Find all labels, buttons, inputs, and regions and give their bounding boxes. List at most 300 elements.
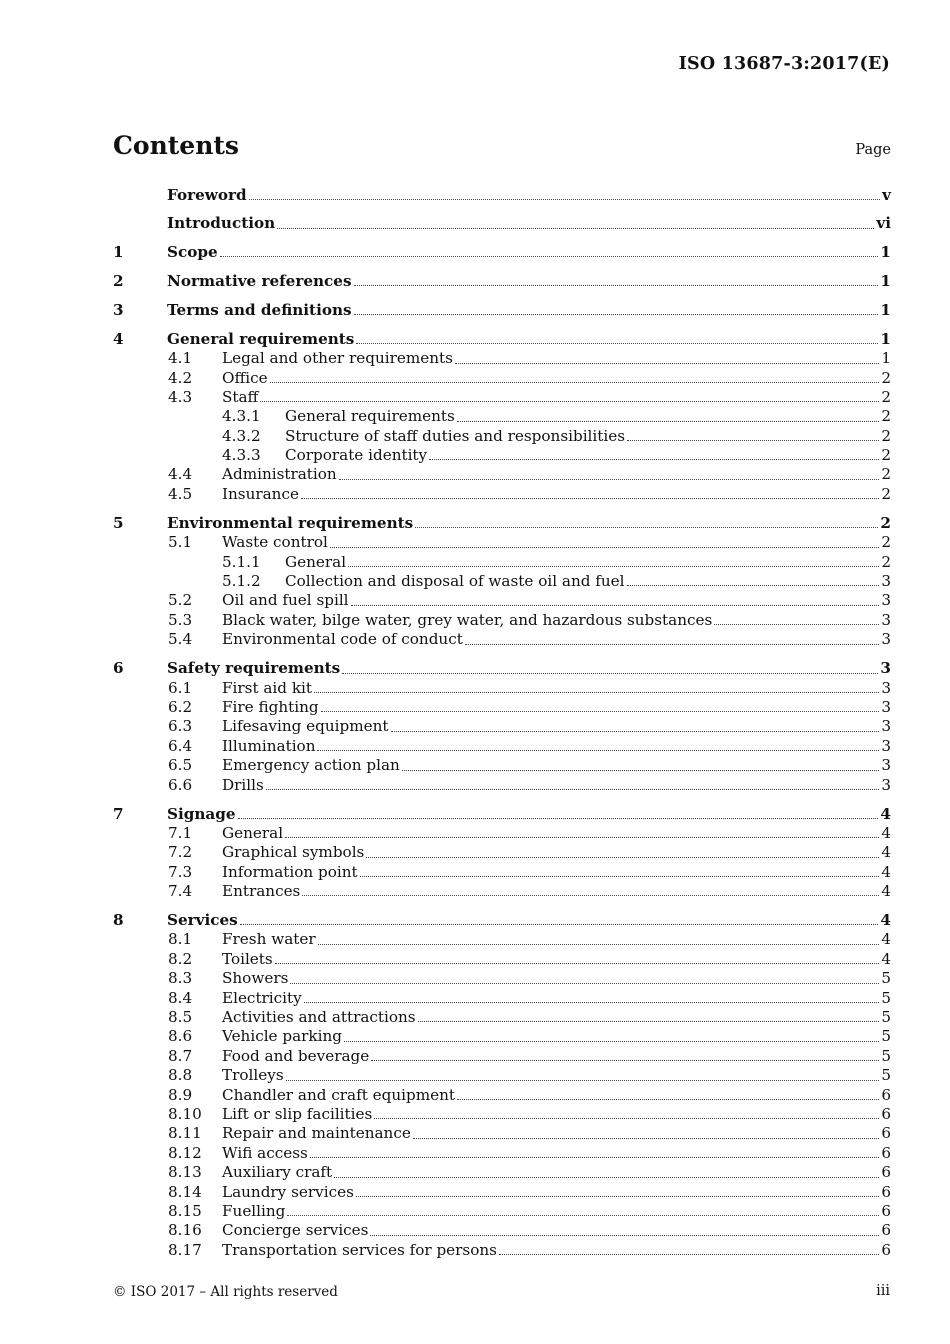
dot-leader xyxy=(627,440,879,441)
contents-title: Contents xyxy=(113,131,240,160)
toc-entry-page: 4 xyxy=(881,882,891,901)
toc-entry[interactable] xyxy=(113,863,891,882)
toc-entry-line xyxy=(222,882,891,901)
toc-entry[interactable] xyxy=(113,1163,891,1182)
toc-entry-number: 6.3 xyxy=(168,717,193,736)
toc-entry-page: 5 xyxy=(881,1027,891,1046)
toc-entry[interactable] xyxy=(113,301,891,320)
toc-entry[interactable] xyxy=(113,1124,891,1143)
dot-leader xyxy=(344,1041,879,1042)
toc-entry-title: Legal and other requirements xyxy=(222,349,453,368)
dot-leader xyxy=(277,228,874,229)
toc-entry-page: 2 xyxy=(880,513,891,532)
toc-entry-page: 5 xyxy=(881,969,891,988)
toc-entry[interactable] xyxy=(113,1008,891,1027)
toc-entry-title: Concierge services xyxy=(222,1221,369,1240)
toc-entry[interactable] xyxy=(113,591,891,610)
toc-entry-number: 8.1 xyxy=(168,930,193,949)
toc-entry-line xyxy=(222,863,891,882)
toc-entry-line xyxy=(222,1144,891,1163)
dot-leader xyxy=(286,1080,880,1081)
toc-entry[interactable] xyxy=(113,349,891,368)
toc-entry-line xyxy=(167,805,891,824)
toc-entry-line xyxy=(285,446,891,465)
toc-entry-number: 7.4 xyxy=(168,882,193,901)
toc-entry-title: Foreword xyxy=(167,186,247,204)
toc-entry-page: v xyxy=(882,186,891,204)
toc-entry-title: Food and beverage xyxy=(222,1046,370,1065)
toc-entry-page: 5 xyxy=(881,1066,891,1085)
toc-entry-line xyxy=(222,369,891,388)
toc-entry-title: Corporate identity xyxy=(285,446,428,465)
toc-entry-title: Laundry services xyxy=(222,1182,354,1201)
toc-entry-number: 5.4 xyxy=(168,630,193,649)
toc-entry[interactable] xyxy=(113,514,891,533)
toc-entry-line xyxy=(285,427,891,446)
dot-leader xyxy=(356,343,878,344)
toc-entry-page: 3 xyxy=(881,697,891,716)
toc-entry-line xyxy=(222,969,891,988)
toc-entry-line xyxy=(222,1027,891,1046)
toc-entry[interactable] xyxy=(113,930,891,949)
toc-entry-title: Oil and fuel spill xyxy=(222,591,349,610)
dot-leader xyxy=(348,566,879,567)
toc-entry-line xyxy=(222,737,891,756)
dot-leader xyxy=(260,401,879,402)
toc-entry-page: 3 xyxy=(880,659,891,678)
toc-entry-page: 4 xyxy=(881,949,891,968)
toc-entry-number: 5.1.1 xyxy=(222,552,261,571)
copyright-notice: © ISO 2017 – All rights reserved xyxy=(113,1284,338,1300)
toc-entry-line xyxy=(222,843,891,862)
toc-entry-page: 5 xyxy=(881,1046,891,1065)
toc-entry-number: 7 xyxy=(113,804,124,823)
toc-entry[interactable] xyxy=(113,756,891,775)
toc-entry-line xyxy=(222,679,891,698)
toc-entry-number: 6.4 xyxy=(168,736,193,755)
toc-entry-title: Environmental requirements xyxy=(167,513,414,532)
toc-entry-number: 5.2 xyxy=(168,591,193,610)
toc-entry-page: 3 xyxy=(881,630,891,649)
toc-entry-line xyxy=(167,911,891,930)
toc-entry-page: 6 xyxy=(881,1143,891,1162)
toc-entry-page: 1 xyxy=(880,271,891,290)
dot-leader xyxy=(391,731,880,732)
dot-leader xyxy=(290,983,879,984)
dot-leader xyxy=(249,199,881,200)
toc-entry-page: 5 xyxy=(881,988,891,1007)
toc-entry-line xyxy=(285,407,891,426)
dot-leader xyxy=(275,963,880,964)
toc-entry-number: 7.1 xyxy=(168,823,193,842)
toc-entry-title: Fuelling xyxy=(222,1201,286,1220)
toc-entry-title: First aid kit xyxy=(222,678,313,697)
toc-entry-page: 6 xyxy=(881,1104,891,1123)
toc-entry-line xyxy=(222,1124,891,1143)
toc-entry-line xyxy=(222,1163,891,1182)
toc-entry-page: 3 xyxy=(881,678,891,697)
toc-entry-number: 4.3 xyxy=(168,387,193,406)
dot-leader xyxy=(302,895,879,896)
toc-entry-line xyxy=(222,1105,891,1124)
toc-entry-line xyxy=(222,989,891,1008)
dot-leader xyxy=(317,750,879,751)
toc-entry-line xyxy=(222,1221,891,1240)
toc-entry-title: General xyxy=(285,552,347,571)
toc-entry-title: Signage xyxy=(167,804,236,823)
toc-entry-title: Toilets xyxy=(222,949,273,968)
toc-entry[interactable] xyxy=(113,427,891,446)
toc-entry-title: Black water, bilge water, grey water, and hazardous substances xyxy=(222,610,713,629)
dot-leader xyxy=(360,876,880,877)
toc-entry[interactable] xyxy=(113,465,891,484)
toc-entry-line xyxy=(167,214,891,233)
toc-entry-number: 8 xyxy=(113,911,124,930)
dot-leader xyxy=(457,421,880,422)
toc-entry-number: 5 xyxy=(113,513,124,532)
toc-entry-page: 2 xyxy=(881,484,891,503)
toc-entry-title: General requirements xyxy=(285,407,455,426)
toc-entry-number: 4.3.1 xyxy=(222,407,261,426)
toc-entry[interactable] xyxy=(113,1202,891,1221)
dot-leader xyxy=(455,363,879,364)
toc-entry[interactable] xyxy=(113,911,891,930)
toc-entry-page: 1 xyxy=(881,349,891,368)
toc-entry-line xyxy=(222,1183,891,1202)
toc-entry-line xyxy=(222,1202,891,1221)
dot-leader xyxy=(330,547,879,548)
dot-leader xyxy=(374,1118,879,1119)
dot-leader xyxy=(354,314,879,315)
dot-leader xyxy=(304,1002,880,1003)
toc-entry-page: 2 xyxy=(881,407,891,426)
toc-entry[interactable] xyxy=(113,330,891,349)
toc-entry-line xyxy=(222,698,891,717)
dot-leader xyxy=(418,1021,880,1022)
toc-entry-title: Fresh water xyxy=(222,930,316,949)
toc-entry-number: 8.16 xyxy=(168,1221,202,1240)
toc-entry[interactable] xyxy=(113,698,891,717)
toc-entry[interactable] xyxy=(113,186,891,205)
toc-entry-page: 2 xyxy=(881,446,891,465)
page-column-label: Page xyxy=(855,142,891,158)
toc-entry-page: 2 xyxy=(881,465,891,484)
toc-entry-line xyxy=(222,611,891,630)
toc-entry-number: 4 xyxy=(113,329,124,348)
toc-entry-page: 5 xyxy=(881,1008,891,1026)
dot-leader xyxy=(301,498,879,499)
toc-entry-page: vi xyxy=(876,214,891,233)
toc-entry-page: 1 xyxy=(880,242,891,261)
toc-entry-page: 1 xyxy=(880,329,891,348)
toc-entry[interactable] xyxy=(113,679,891,698)
toc-entry[interactable] xyxy=(113,659,891,678)
dot-leader xyxy=(499,1254,879,1255)
toc-entry-line xyxy=(285,553,891,572)
toc-entry-title: Introduction xyxy=(167,214,276,233)
toc-entry-number: 8.9 xyxy=(168,1085,193,1104)
toc-entry[interactable] xyxy=(113,572,891,591)
toc-entry-title: Office xyxy=(222,368,268,387)
toc-entry-line xyxy=(222,630,891,649)
toc-entry[interactable] xyxy=(113,485,891,504)
toc-entry-title: Illumination xyxy=(222,736,316,755)
dot-leader xyxy=(366,857,879,858)
toc-entry-page: 6 xyxy=(881,1124,891,1143)
toc-entry[interactable] xyxy=(113,737,891,756)
toc-entry-line xyxy=(222,776,891,795)
toc-entry-line xyxy=(167,330,891,349)
dot-leader xyxy=(714,624,879,625)
toc-entry-title: Drills xyxy=(222,775,264,794)
toc-entry-title: Structure of staff duties and responsibilities xyxy=(285,426,626,445)
toc-entry-number: 8.15 xyxy=(168,1201,202,1220)
toc-entry-title: Vehicle parking xyxy=(222,1027,342,1046)
toc-entry-title: Fire fighting xyxy=(222,697,319,716)
table-of-contents xyxy=(113,186,891,1260)
dot-leader xyxy=(220,256,879,257)
dot-leader xyxy=(356,1196,879,1197)
toc-entry-title: Graphical symbols xyxy=(222,843,365,862)
toc-entry-page: 4 xyxy=(881,843,891,862)
toc-entry-number: 4.3.3 xyxy=(222,446,261,465)
dot-leader xyxy=(457,1099,879,1100)
toc-entry-title: Showers xyxy=(222,969,289,988)
dot-leader xyxy=(310,1157,880,1158)
toc-entry[interactable] xyxy=(113,214,891,233)
toc-entry-title: Scope xyxy=(167,242,218,261)
dot-leader xyxy=(321,711,880,712)
toc-entry[interactable] xyxy=(113,533,891,552)
dot-leader xyxy=(285,837,879,838)
toc-entry-title: General xyxy=(222,823,284,842)
toc-entry-line xyxy=(222,388,891,407)
toc-entry-title: Safety requirements xyxy=(167,659,341,678)
toc-entry-page: 2 xyxy=(881,368,891,387)
dot-leader xyxy=(339,479,880,480)
toc-entry-number: 8.14 xyxy=(168,1182,202,1201)
toc-entry-number: 4.1 xyxy=(168,349,193,368)
toc-entry-line xyxy=(167,243,891,262)
toc-entry[interactable] xyxy=(113,1183,891,1202)
toc-entry-number: 1 xyxy=(113,242,124,261)
dot-leader xyxy=(238,818,879,819)
dot-leader xyxy=(354,285,879,286)
toc-entry-page: 4 xyxy=(880,804,891,823)
toc-entry-number: 8.17 xyxy=(168,1240,202,1259)
toc-entry-line xyxy=(222,485,891,504)
dot-leader xyxy=(270,382,880,383)
toc-entry[interactable] xyxy=(113,1105,891,1124)
toc-entry-page: 3 xyxy=(881,610,891,629)
toc-entry[interactable] xyxy=(113,1086,891,1105)
toc-entry-number: 8.12 xyxy=(168,1143,202,1162)
toc-entry-line xyxy=(167,301,891,320)
toc-entry-line xyxy=(222,1008,891,1027)
toc-entry[interactable] xyxy=(113,1221,891,1240)
toc-entry-title: Environmental code of conduct xyxy=(222,630,463,649)
toc-entry-line xyxy=(222,591,891,610)
dot-leader xyxy=(415,527,878,528)
toc-entry-page: 3 xyxy=(881,591,891,610)
toc-entry-number: 6 xyxy=(113,659,124,678)
toc-entry-number: 8.10 xyxy=(168,1104,202,1123)
toc-entry-line xyxy=(167,186,891,205)
toc-entry-title: Lifesaving equipment xyxy=(222,717,389,736)
dot-leader xyxy=(351,605,880,606)
toc-entry-title: Information point xyxy=(222,862,358,881)
toc-entry-page: 4 xyxy=(880,911,891,930)
dot-leader xyxy=(318,944,880,945)
toc-entry-line xyxy=(222,717,891,736)
toc-entry-number: 2 xyxy=(113,271,124,290)
toc-entry-title: Emergency action plan xyxy=(222,756,400,775)
toc-entry-line xyxy=(222,1066,891,1085)
toc-entry-line xyxy=(222,1086,891,1105)
toc-entry-page: 2 xyxy=(881,533,891,552)
toc-entry-title: Entrances xyxy=(222,882,301,901)
toc-entry-line xyxy=(222,930,891,949)
toc-entry-line xyxy=(167,272,891,291)
toc-entry[interactable] xyxy=(113,1047,891,1066)
toc-entry-number: 8.4 xyxy=(168,988,193,1007)
toc-entry-line xyxy=(285,572,891,591)
toc-entry-line xyxy=(167,659,891,678)
dot-leader xyxy=(314,692,879,693)
dot-leader xyxy=(627,585,880,586)
dot-leader xyxy=(371,1060,879,1061)
toc-entry-line xyxy=(222,465,891,484)
toc-entry-page: 1 xyxy=(880,300,891,319)
toc-entry-page: 6 xyxy=(881,1163,891,1182)
toc-entry-number: 8.6 xyxy=(168,1027,193,1046)
toc-entry-number: 4.3.2 xyxy=(222,426,261,445)
toc-entry[interactable] xyxy=(113,272,891,291)
toc-entry-number: 4.5 xyxy=(168,484,193,503)
toc-entry-number: 4.2 xyxy=(168,368,193,387)
toc-entry-page: 6 xyxy=(881,1085,891,1104)
toc-entry[interactable] xyxy=(113,1144,891,1163)
toc-entry-page: 6 xyxy=(881,1221,891,1240)
dot-leader xyxy=(334,1177,879,1178)
toc-entry-title: Trolleys xyxy=(222,1066,284,1085)
toc-entry[interactable] xyxy=(113,882,891,901)
toc-entry-page: 2 xyxy=(881,552,891,571)
toc-entry-line xyxy=(222,349,891,368)
toc-entry-title: Activities and attractions xyxy=(222,1008,416,1026)
toc-entry-title: Terms and definitions xyxy=(167,300,352,319)
toc-entry[interactable] xyxy=(113,989,891,1008)
toc-entry-title: Auxiliary craft xyxy=(222,1163,333,1182)
toc-entry-title: Transportation services for persons xyxy=(222,1240,497,1259)
dot-leader xyxy=(342,673,878,674)
toc-entry-number: 7.2 xyxy=(168,843,193,862)
toc-entry[interactable] xyxy=(113,369,891,388)
toc-entry-page: 6 xyxy=(881,1182,891,1201)
toc-entry[interactable] xyxy=(113,843,891,862)
toc-entry-number: 3 xyxy=(113,300,124,319)
toc-entry-number: 8.11 xyxy=(168,1124,202,1143)
dot-leader xyxy=(429,459,879,460)
toc-entry-line xyxy=(167,514,891,533)
toc-entry[interactable] xyxy=(113,824,891,843)
toc-entry-page: 2 xyxy=(881,387,891,406)
toc-entry-number: 6.1 xyxy=(168,678,193,697)
toc-entry-number: 8.2 xyxy=(168,949,193,968)
toc-entry[interactable] xyxy=(113,407,891,426)
toc-entry-page: 3 xyxy=(881,775,891,794)
toc-entry[interactable] xyxy=(113,1066,891,1085)
toc-entry-line xyxy=(222,824,891,843)
toc-entry[interactable] xyxy=(113,950,891,969)
toc-entry-number: 6.2 xyxy=(168,697,193,716)
toc-entry-title: Insurance xyxy=(222,484,299,503)
toc-entry[interactable] xyxy=(113,446,891,465)
dot-leader xyxy=(402,770,879,771)
dot-leader xyxy=(266,789,880,790)
toc-entry[interactable] xyxy=(113,717,891,736)
toc-entry-number: 8.13 xyxy=(168,1163,202,1182)
toc-entry-number: 5.1 xyxy=(168,533,193,552)
toc-entry-number: 5.3 xyxy=(168,610,193,629)
toc-entry-number: 4.4 xyxy=(168,465,193,484)
toc-entry-number: 6.6 xyxy=(168,775,193,794)
dot-leader xyxy=(240,924,879,925)
toc-entry-page: 4 xyxy=(881,862,891,881)
toc-entry-line xyxy=(222,1047,891,1066)
toc-entry-title: Electricity xyxy=(222,988,302,1007)
toc-entry[interactable] xyxy=(113,611,891,630)
toc-entry-line xyxy=(222,533,891,552)
toc-entry-number: 8.3 xyxy=(168,969,193,988)
toc-entry-title: Collection and disposal of waste oil and fuel xyxy=(285,572,625,591)
toc-entry-page: 4 xyxy=(881,823,891,842)
toc-entry[interactable] xyxy=(113,1027,891,1046)
toc-entry-number: 8.7 xyxy=(168,1046,193,1065)
toc-entry[interactable] xyxy=(113,388,891,407)
toc-entry[interactable] xyxy=(113,630,891,649)
toc-entry-page: 3 xyxy=(881,572,891,591)
toc-entry[interactable] xyxy=(113,805,891,824)
document-id: ISO 13687-3:2017(E) xyxy=(678,54,890,74)
dot-leader xyxy=(370,1235,879,1236)
toc-entry[interactable] xyxy=(113,1241,891,1260)
toc-entry[interactable] xyxy=(113,969,891,988)
toc-entry-page: 4 xyxy=(881,930,891,949)
dot-leader xyxy=(413,1138,880,1139)
toc-entry-title: Services xyxy=(167,911,238,930)
toc-entry-line xyxy=(222,950,891,969)
toc-entry-number: 8.8 xyxy=(168,1066,193,1085)
page-number: iii xyxy=(876,1283,890,1299)
dot-leader xyxy=(287,1215,879,1216)
toc-entry-line xyxy=(222,756,891,775)
toc-entry[interactable] xyxy=(113,553,891,572)
toc-entry-page: 6 xyxy=(881,1240,891,1259)
toc-entry-number: 8.5 xyxy=(168,1008,193,1026)
toc-entry[interactable] xyxy=(113,243,891,262)
toc-entry-title: Staff xyxy=(222,387,259,406)
dot-leader xyxy=(465,644,880,645)
toc-entry-line xyxy=(222,1241,891,1260)
toc-entry[interactable] xyxy=(113,776,891,795)
toc-entry-title: Wifi access xyxy=(222,1143,308,1162)
toc-entry-number: 5.1.2 xyxy=(222,572,261,591)
toc-entry-page: 3 xyxy=(881,736,891,755)
toc-entry-title: Waste control xyxy=(222,533,328,552)
toc-entry-title: Chandler and craft equipment xyxy=(222,1085,455,1104)
toc-entry-title: Normative references xyxy=(167,271,352,290)
